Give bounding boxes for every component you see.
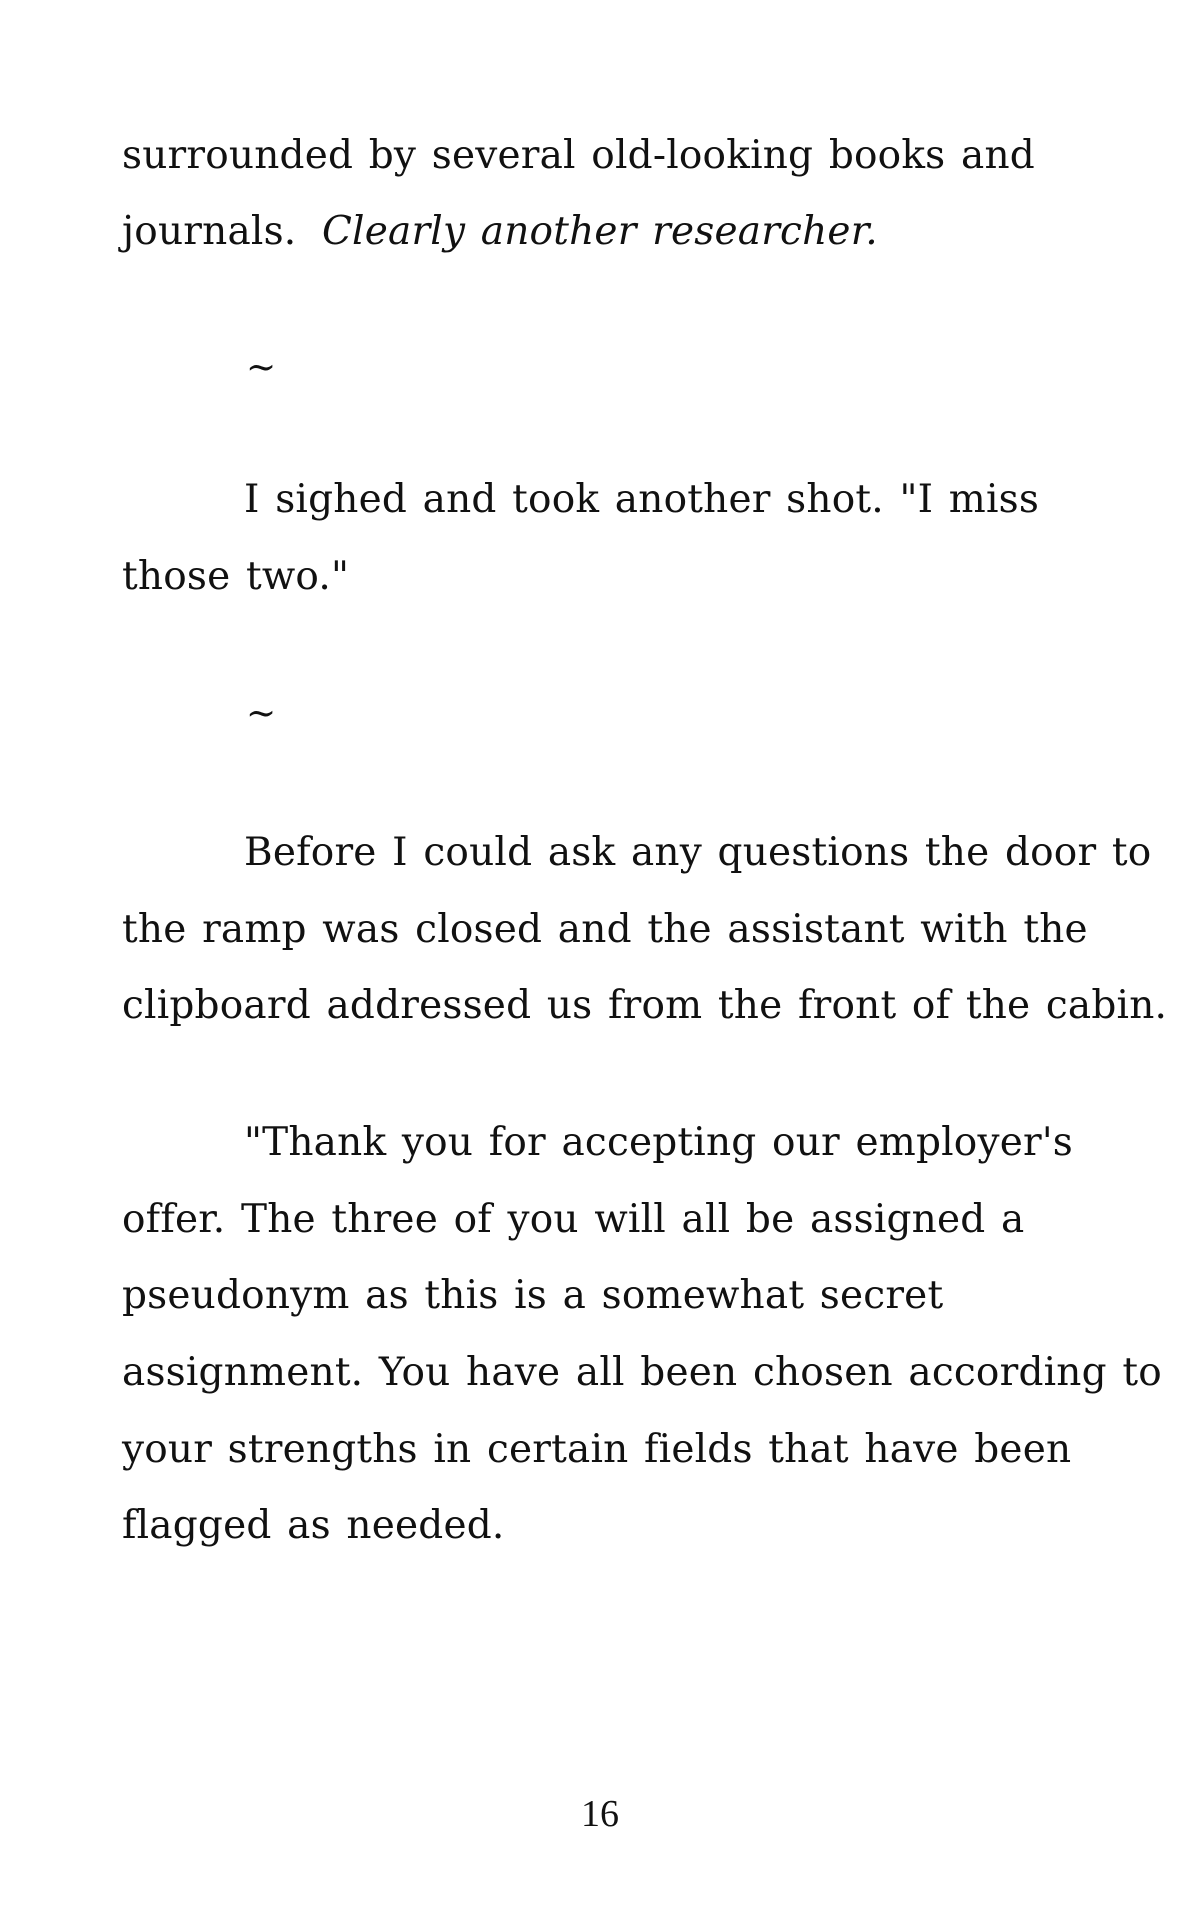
text-line: the ramp was closed and the assistant with the [122,907,1088,952]
text-span: journals. [122,209,297,254]
text-line: I sighed and took another shot. "I miss [244,477,1040,522]
scene-separator: ~ [246,347,277,388]
text-line: Before I could ask any questions the door to [244,830,1152,875]
text-line: clipboard addressed us from the front of the cabin. [122,983,1168,1028]
page-number: 16 [581,1793,619,1835]
text-line [122,209,878,254]
text-line: offer. The three of you will all be assigned a [122,1197,1025,1242]
text-line: flagged as needed. [122,1503,505,1548]
text-line: your strengths in certain fields that have been [122,1427,1072,1472]
text-line: pseudonym as this is a somewhat secret [122,1273,944,1318]
text-line: assignment. You have all been chosen according to [122,1350,1162,1395]
italic-thought: Clearly another researcher. [322,209,878,254]
scene-separator: ~ [246,693,277,734]
text-line: "Thank you for accepting our employer's [244,1120,1073,1165]
text-line: those two." [122,554,350,599]
text-line: surrounded by several old-looking books and [122,133,1035,178]
